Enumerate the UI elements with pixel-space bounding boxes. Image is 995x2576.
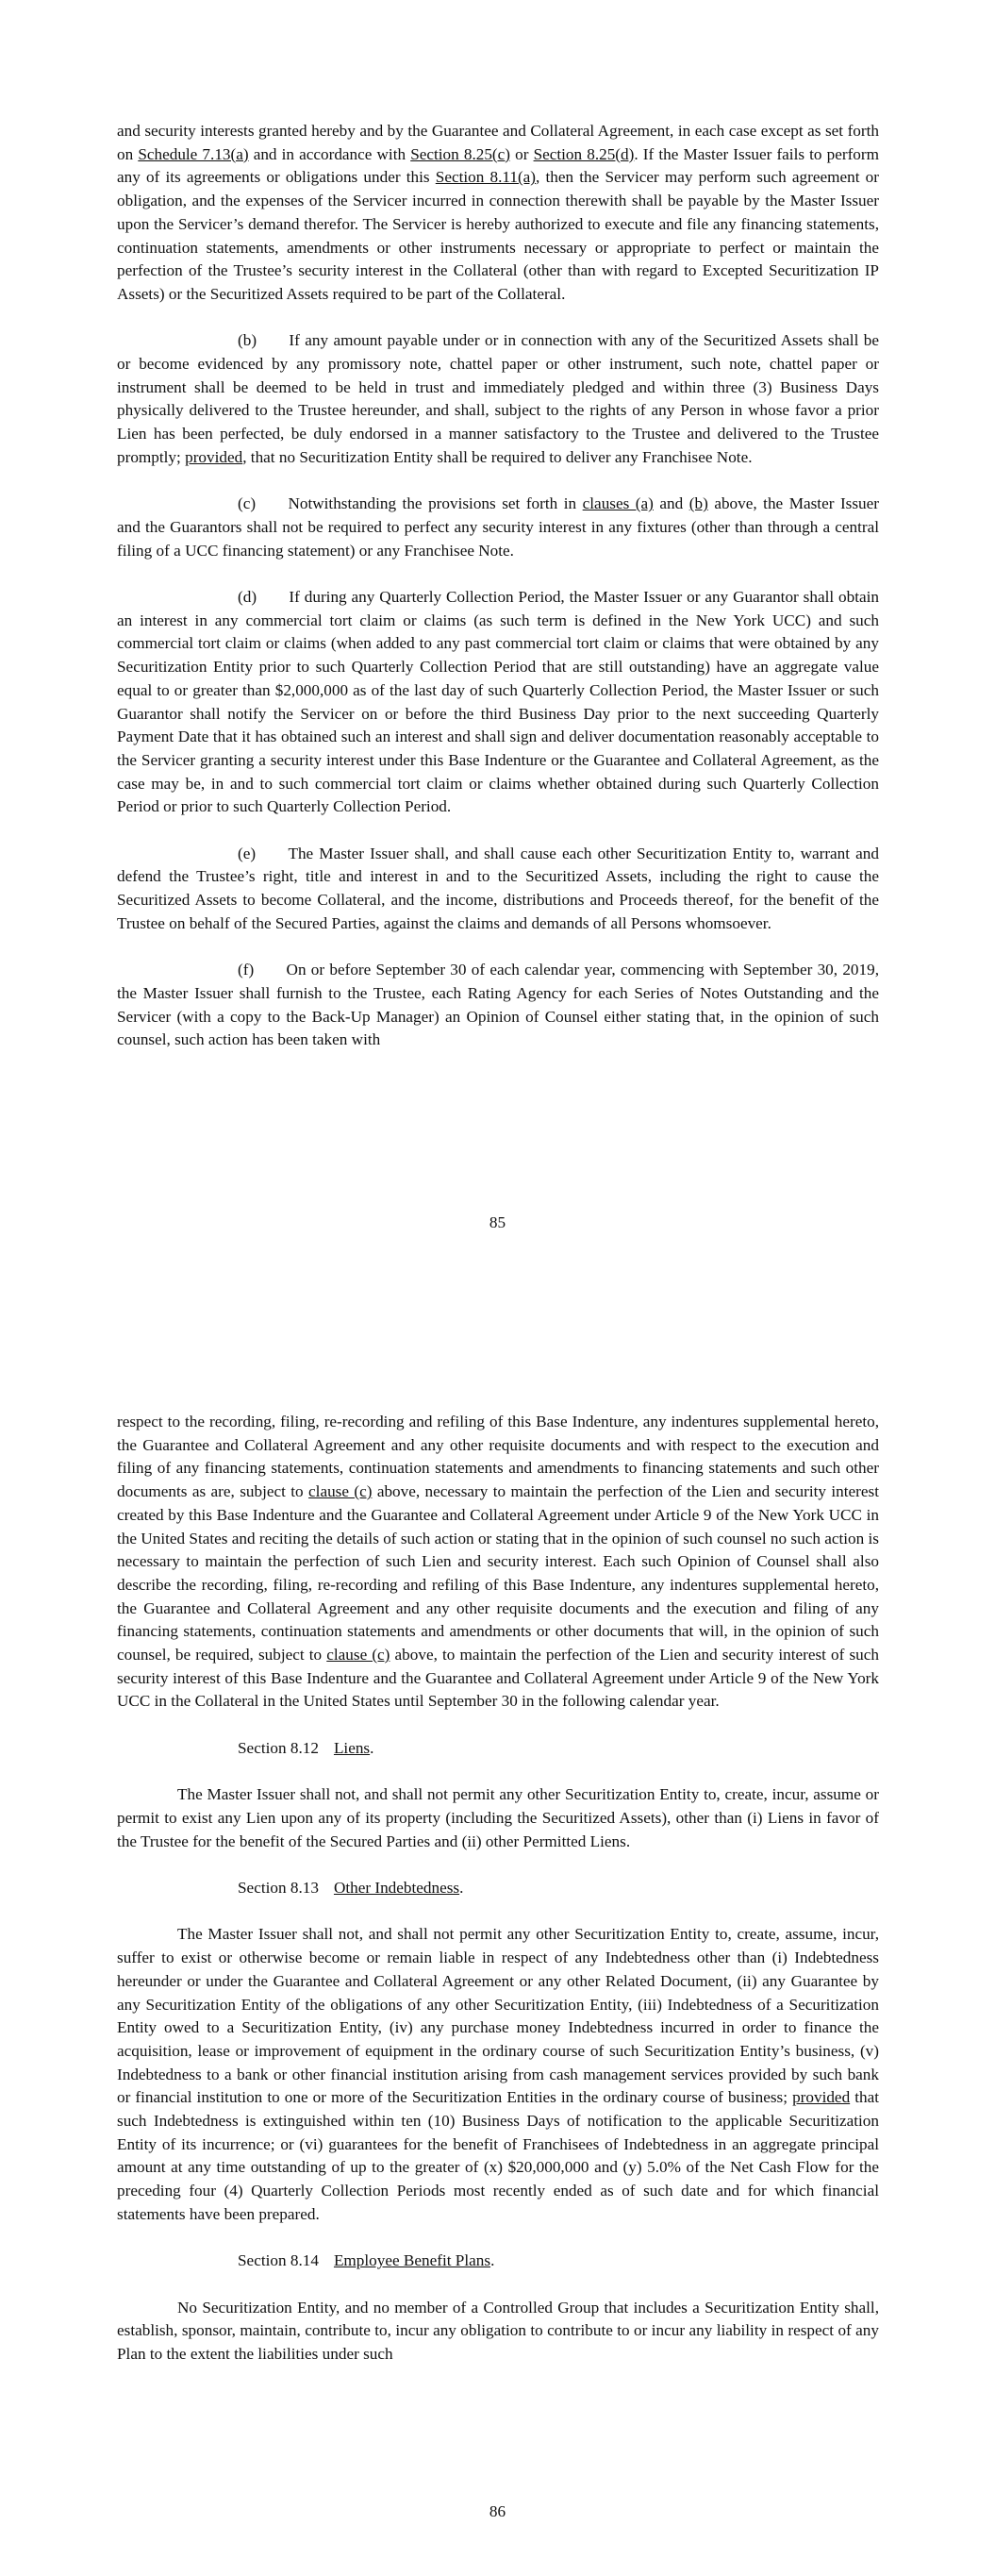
text: and in accordance with bbox=[248, 144, 411, 163]
text: that such Indebtedness is extinguished within ten (10) Business Days of notification to the applicable Securitization Entity of its incurrence; or (vi) guarantees for the benefit of Franchisees of Indebtedness in an aggregate principal amount at any time outstanding of up to the greater of (x) $20,000,000 and (y) 5.0% of the Net Cash Flow for the preceding four (4) Quarterly Collection Periods most recently ended as of such date and for which financial statements have been prepared. bbox=[117, 2088, 880, 2223]
section-title: Employee Benefit Plans bbox=[333, 2251, 491, 2270]
clause-reference: clause (c) bbox=[308, 1482, 373, 1501]
proviso-term: provided bbox=[185, 447, 243, 466]
text: , then the Servicer may perform such agreement or obligation, and the expenses of the Servicer incurred in connection therewith shall be payable by the Master Issuer upon the Servicer’s demand therefor. The Servicer is hereby authorized to execute and file any financing statements, continuation statements, amendments or other instruments necessary or appropriate to perfect or maintain the perfection of the Trustee’s security interest in the Collateral (other than with regard to Excepted Securitization IP Assets) or the Securitized Assets required to be part of the Collateral. bbox=[117, 168, 879, 303]
page-number: 85 bbox=[489, 1213, 506, 1231]
page-86-body bbox=[117, 1411, 879, 2389]
text: above, the Master Issuer and the Guarantors shall not be required to perfect any security interest in any fixtures (other than through a central filing of a UCC financing statement) or any Franchisee Note. bbox=[117, 494, 879, 560]
paragraph-e: (e) The Master Issuer shall, and shall cause each other Securitization Entity to, warrant and defend the Trustee’s right, title and interest in and to the Securitized Assets, including the right to cause the Securitized Assets to become Collateral, and the income, distributions and Proceeds thereof, for the benefit of the Trustee on behalf of the Secured Parties, against the claims and demands of all Persons whomsoever. bbox=[117, 844, 879, 932]
text: above, necessary to maintain the perfection of the Lien and security interest created by this Base Indenture and the Guarantee and Collateral Agreement under Article 9 of the New York UCC in the United States and reciting the details of such action or stating that in the opinion of such counsel no such action is necessary to maintain the perfection of such Lien and security interest. Each such Opinion of Counsel shall also describe the recording, filing, re-recording and refiling of this Base Indenture, any indentures supplemental hereto, the Guarantee and Collateral Agreement and any other requisite documents and the execution and filing of any financing statements, continuation statements and amendments or other documents that will, in the opinion of such counsel, be required, subject to bbox=[117, 1482, 879, 1664]
text: . bbox=[370, 1738, 374, 1757]
paragraph-c bbox=[117, 493, 879, 562]
page-85-body bbox=[117, 120, 879, 1076]
text: and bbox=[653, 494, 689, 513]
page-number: 86 bbox=[489, 2502, 506, 2520]
proviso-term: provided bbox=[792, 2088, 851, 2107]
section-number: Section 8.13 bbox=[238, 1879, 319, 1898]
clause-reference: clauses (a) bbox=[582, 494, 654, 513]
text: (c) Notwithstanding the provisions set forth in bbox=[238, 494, 583, 513]
paragraph-f: (f) On or before September 30 of each calendar year, commencing with September 30, 2019, the Master Issuer shall furnish to the Trustee, each Rating Agency for each Series of Notes Outstanding and the Servicer (with a copy to the Back-Up Manager) an Opinion of Counsel either stating that, in the opinion of such counsel, such action has been taken with bbox=[117, 961, 879, 1049]
section-heading-8-14 bbox=[117, 2250, 879, 2273]
clause-reference: (b) bbox=[688, 494, 708, 513]
text: , that no Securitization Entity shall be required to deliver any Franchisee Note. bbox=[242, 447, 753, 466]
text: . If the Master Issuer fails to perform any of its agreements or obligations under this bbox=[117, 144, 879, 187]
section-heading-8-12 bbox=[117, 1737, 879, 1761]
section-number: Section 8.14 bbox=[238, 2251, 319, 2270]
section-reference: Section 8.11(a) bbox=[435, 168, 537, 187]
paragraph-continuation bbox=[117, 120, 879, 307]
text: . bbox=[459, 1879, 464, 1898]
text: (b) If any amount payable under or in connection with any of the Securitized Assets shall be or become evidenced by any promissory note, chattel paper or other instrument, such note, chattel paper or instrument shall be deemed to be held in trust and immediately pledged and within three (3) Business Days physically delivered to the Trustee hereunder, and shall, subject to the rights of any Person in whose favor a prior Lien has been perfected, be duly endorsed in a manner satisfactory to the Trustee and delivered to the Trustee promptly; bbox=[117, 331, 879, 466]
page-86 bbox=[0, 1288, 995, 2576]
paragraph-b bbox=[117, 329, 879, 469]
section-title: Liens bbox=[333, 1738, 371, 1757]
clause-reference: clause (c) bbox=[326, 1646, 390, 1664]
paragraph-employee-benefit-plans: No Securitization Entity, and no member of a Controlled Group that includes a Securitization Entity shall, establish, sponsor, maintain, contribute to, incur any obligation to contribute to or incur any liability in respect of any Plan to the extent the liabilities under such bbox=[117, 2298, 879, 2364]
paragraph-d: (d) If during any Quarterly Collection Period, the Master Issuer or any Guarantor shall obtain an interest in any commercial tort claim or claims (as such term is defined in the New York UCC) and such commercial tort claim or claims (when added to any past commercial tort claim or claims that were obtained by any Securitization Entity prior to such Quarterly Collection Period that are still outstanding) have an aggregate value equal to or greater than $2,000,000 as of the last day of such Quarterly Collection Period, the Master Issuer or such Guarantor shall notify the Servicer on or before the third Business Day prior to the next succeeding Quarterly Payment Date that it has obtained such an interest and shall sign and deliver documentation reasonably acceptable to the Servicer granting a security interest under this Base Indenture or the Guarantee and Collateral Agreement, as the case may be, in and to such commercial tort claim or claims whether obtained during such Quarterly Collection Period or prior to such Quarterly Collection Period. bbox=[117, 588, 879, 816]
text: The Master Issuer shall not, and shall not permit any other Securitization Entity to, create, assume, incur, suffer to exist or otherwise become or remain liable in respect of any Indebtedness other than (i) Indebtedness hereunder or under the Guarantee and Collateral Agreement or any other Related Document, (ii) any Guarantee by any Securitization Entity of the obligations of any other Securitization Entity, (iii) Indebtedness of a Securitization Entity owed to a Securitization Entity, (iv) any purchase money Indebtedness incurred in order to finance the acquisition, lease or improvement of equipment in the ordinary course of such Securitization Entity’s business, (v) Indebtedness to a bank or other financial institution arising from cash management services provided by such bank or financial institution to one or more of the Securitization Entities in the ordinary course of business; bbox=[117, 1925, 879, 2107]
text: or bbox=[510, 144, 534, 163]
section-title: Other Indebtedness bbox=[333, 1879, 460, 1898]
paragraph-continuation bbox=[117, 1411, 879, 1714]
text: respect to the recording, filing, re-recording and refiling of this Base Indenture, any indentures supplemental hereto, the Guarantee and Collateral Agreement and any other requisite documents and with respect to the execution and filing of any financing statements, continuation statements and amendments to financing statements and such other documents as are, subject to bbox=[117, 1413, 879, 1501]
section-heading-8-13 bbox=[117, 1877, 879, 1900]
schedule-reference: Schedule 7.13(a) bbox=[138, 144, 249, 163]
section-reference: Section 8.25(c) bbox=[410, 144, 511, 163]
section-reference: Section 8.25(d) bbox=[533, 144, 635, 163]
paragraph-other-indebtedness bbox=[117, 1923, 879, 2226]
section-number: Section 8.12 bbox=[238, 1738, 319, 1757]
text: above, to maintain the perfection of the Lien and security interest of such security interest of this Base Indenture and the Guarantee and Collateral Agreement under Article 9 of the New York UCC in the Collateral in the United States until September 30 in the following calendar year. bbox=[117, 1646, 879, 1711]
paragraph-liens: The Master Issuer shall not, and shall not permit any other Securitization Entity to, create, incur, assume or permit to exist any Lien upon any of its property (including the Securitized Assets), other than (i) Liens in favor of the Trustee for the benefit of the Secured Parties and (ii) other Permitted Liens. bbox=[117, 1785, 879, 1850]
text: . bbox=[490, 2251, 495, 2270]
text: and security interests granted hereby and by the Guarantee and Collateral Agreement, in each case except as set forth on bbox=[117, 122, 879, 163]
